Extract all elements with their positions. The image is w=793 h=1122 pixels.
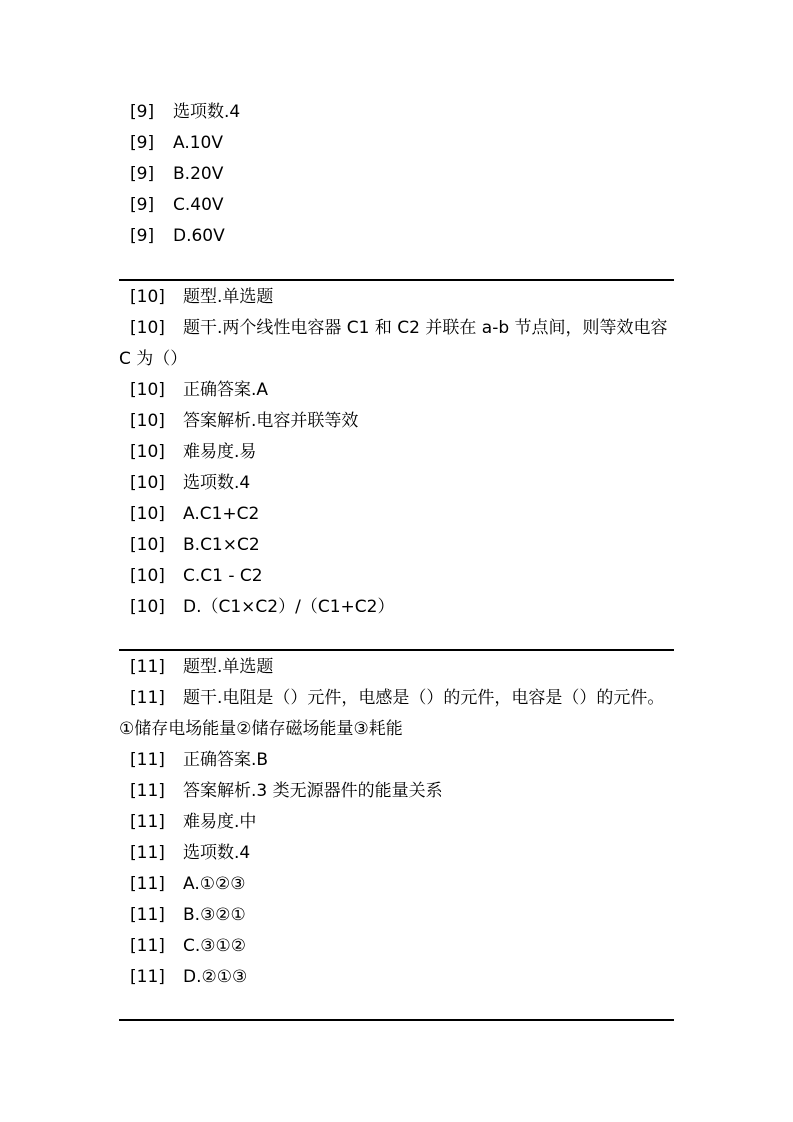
question-9-option-a: [9] A.10V — [130, 133, 223, 153]
question-10-option-a: [10] A.C1+C2 — [130, 504, 260, 524]
question-9-option-b: [9] B.20V — [130, 164, 224, 184]
question-11-block — [119, 652, 674, 993]
question-10-option-count: [10] 选项数.4 — [130, 473, 251, 493]
question-9-block — [119, 97, 674, 252]
question-11-answer: [11] 正确答案.B — [130, 750, 269, 770]
question-10-type: [10] 题型.单选题 — [130, 287, 274, 307]
question-10-option-c: [10] C.C1 - C2 — [130, 566, 263, 586]
question-10-stem: [10] 题干.两个线性电容器 C1 和 C2 并联在 a-b 节点间，则等效电容 C 为（） — [119, 318, 668, 369]
question-10-block — [119, 282, 674, 623]
separator-rule — [119, 279, 674, 281]
question-10-explanation: [10] 答案解析.电容并联等效 — [130, 411, 359, 431]
question-11-option-c: [11] C.③①② — [130, 936, 246, 956]
question-11-difficulty: [11] 难易度.中 — [130, 812, 257, 832]
question-11-type: [11] 题型.单选题 — [130, 657, 274, 677]
question-10-option-b: [10] B.C1×C2 — [130, 535, 260, 555]
question-10-option-d: [10] D.（C1×C2）/（C1+C2） — [130, 597, 395, 617]
question-10-difficulty: [10] 难易度.易 — [130, 442, 257, 462]
question-11-option-count: [11] 选项数.4 — [130, 843, 251, 863]
question-10-answer: [10] 正确答案.A — [130, 380, 269, 400]
question-11-option-d: [11] D.②①③ — [130, 967, 248, 987]
question-9-option-d: [9] D.60V — [130, 226, 225, 246]
question-11-option-a: [11] A.①②③ — [130, 874, 246, 894]
question-11-explanation: [11] 答案解析.3 类无源器件的能量关系 — [130, 781, 443, 801]
question-11-option-b: [11] B.③②① — [130, 905, 246, 925]
question-11-stem: [11] 题干.电阻是（）元件，电感是（）的元件，电容是（）的元件。 ①储存电场能量②储存磁场能量③耗能 — [119, 688, 665, 739]
question-9-option-count: [9] 选项数.4 — [130, 102, 241, 122]
question-9-option-c: [9] C.40V — [130, 195, 224, 215]
separator-rule — [119, 1019, 674, 1021]
separator-rule — [119, 649, 674, 651]
